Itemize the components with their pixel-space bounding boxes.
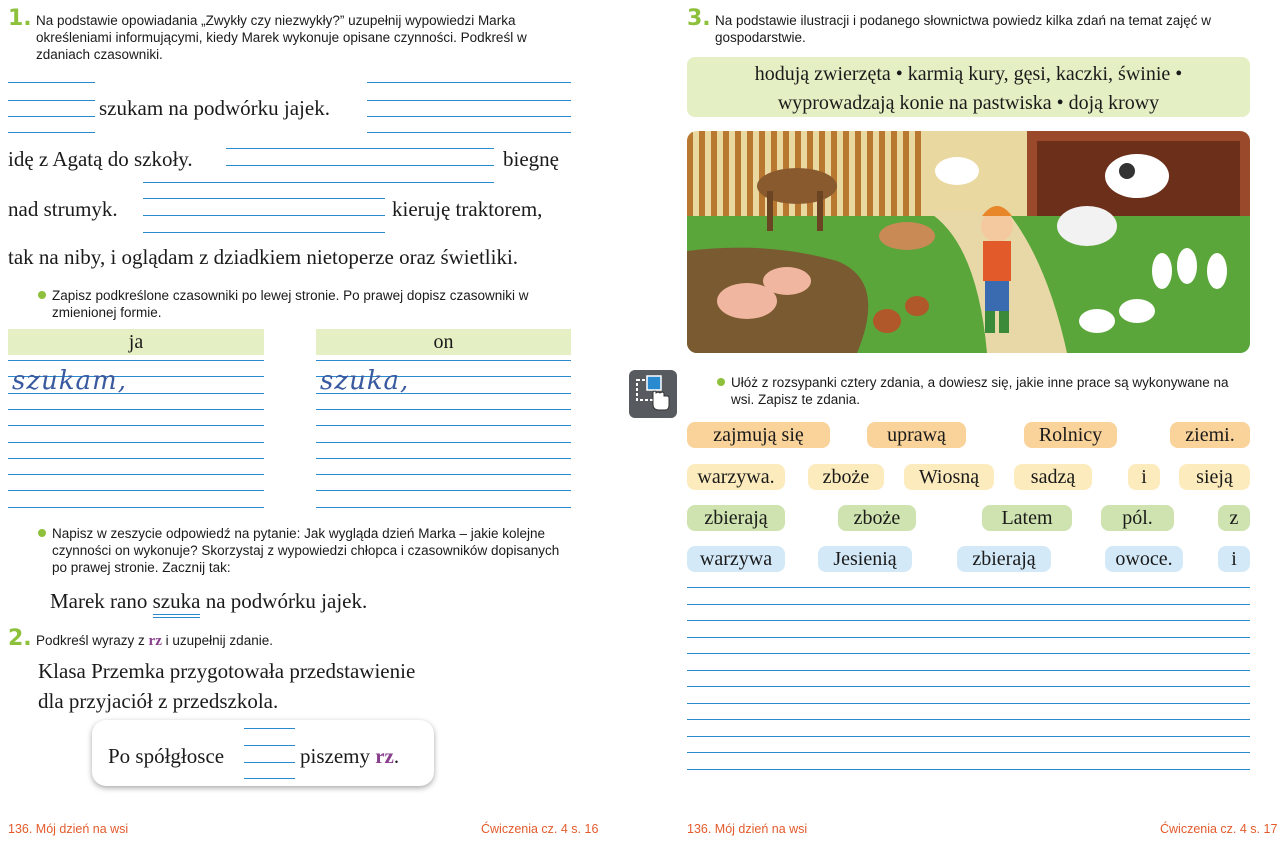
column-header-on: on — [316, 329, 571, 355]
example-start: Marek rano — [50, 589, 148, 613]
exercise-2-number: 2. — [8, 626, 32, 651]
word-chip[interactable]: warzywa. — [687, 464, 785, 490]
rule-text-a: Po spółgłosce — [108, 744, 225, 768]
bullet-dot — [38, 291, 46, 299]
writing-line[interactable] — [8, 490, 264, 491]
writing-line[interactable] — [687, 637, 1250, 638]
word-chip[interactable]: Jesienią — [818, 546, 912, 572]
exercise-3-number: 3. — [687, 6, 711, 31]
footer-left-title: 136. Mój dzień na wsi — [8, 822, 129, 836]
footer-left-page-ref: Ćwiczenia cz. 4 s. 16 — [481, 822, 599, 836]
ex1-sentence-2-end: biegnę — [503, 147, 559, 171]
footer-right-title: 136. Mój dzień na wsi — [687, 822, 808, 836]
writing-line[interactable] — [8, 442, 264, 443]
writing-line[interactable] — [687, 620, 1250, 621]
writing-line[interactable] — [687, 653, 1250, 654]
writing-line[interactable] — [8, 360, 264, 361]
writing-line[interactable] — [8, 507, 264, 508]
blank-line[interactable] — [143, 182, 494, 183]
word-chip[interactable]: sieją — [1179, 464, 1250, 490]
writing-line[interactable] — [8, 425, 264, 426]
blank-line[interactable] — [143, 232, 385, 233]
blank-line[interactable] — [244, 728, 295, 729]
exercise-1-instruction: Na podstawie opowiadania „Zwykły czy niezwykły?” uzupełnij wypowiedzi Marka określeniami informującymi, kiedy Marek wykonuje opisane czynności. Podkreśl w zdaniach czasowniki. — [36, 13, 527, 62]
writing-line[interactable] — [316, 458, 571, 459]
ex2-sentence-line-1: Klasa Przemka przygotowała przedstawienie — [38, 659, 416, 683]
blank-line[interactable] — [8, 82, 95, 83]
farm-illustration — [687, 131, 1250, 353]
cursive-example-szukam: szukam, — [12, 366, 127, 396]
ex1-sentence-4: tak na niby, i oglądam z dziadkiem nietoperze oraz świetliki. — [8, 245, 519, 269]
word-chip[interactable]: Latem — [982, 505, 1072, 531]
exercise-1-number: 1. — [8, 6, 32, 31]
word-chip[interactable]: warzywa — [687, 546, 785, 572]
blank-line[interactable] — [367, 132, 571, 133]
word-chip[interactable]: zboże — [838, 505, 916, 531]
interactive-exercise-button[interactable] — [629, 370, 677, 418]
exercise-3-instruction: Na podstawie ilustracji i podanego słownictwa powiedz kilka zdań na temat zajęć w gospodarstwie. — [715, 13, 1212, 45]
rule-text-b: piszemy rz. — [300, 744, 400, 768]
writing-line[interactable] — [316, 507, 571, 508]
hand-touch-icon — [629, 370, 677, 418]
word-chip[interactable]: z — [1218, 505, 1250, 531]
blank-line[interactable] — [8, 116, 95, 117]
writing-line[interactable] — [687, 752, 1250, 753]
vocabulary-line-1: hodują zwierzęta • karmią kury, gęsi, kaczki, świnie • — [754, 63, 1183, 85]
word-chip[interactable]: i — [1128, 464, 1160, 490]
blank-line[interactable] — [367, 82, 571, 83]
ex1-sentence-3-end: kieruję traktorem, — [392, 197, 543, 221]
vocabulary-line-2: wyprowadzają konie na pastwiska • doją krowy — [777, 92, 1160, 114]
writing-line[interactable] — [316, 360, 571, 361]
writing-line[interactable] — [687, 736, 1250, 737]
word-chip[interactable]: zboże — [808, 464, 884, 490]
blank-line[interactable] — [244, 762, 295, 763]
writing-line[interactable] — [8, 474, 264, 475]
writing-line[interactable] — [687, 604, 1250, 605]
rz-highlight: rz — [148, 633, 162, 649]
word-chip[interactable]: uprawą — [867, 422, 966, 448]
writing-line[interactable] — [8, 458, 264, 459]
writing-line[interactable] — [687, 703, 1250, 704]
blank-line[interactable] — [367, 100, 571, 101]
farm-scene-image — [687, 131, 1250, 353]
blank-line[interactable] — [8, 132, 95, 133]
blank-line[interactable] — [8, 100, 95, 101]
exercise-3-bullet: Ułóż z rozsypanki cztery zdania, a dowiesz się, jakie inne prace są wykonywane na wsi. Zapisz te zdania. — [731, 375, 1229, 407]
ex1-sentence-1: szukam na podwórku jajek. — [99, 96, 330, 120]
writing-line[interactable] — [687, 670, 1250, 671]
word-chip[interactable]: Rolnicy — [1024, 422, 1117, 448]
bullet-1-instruction: Zapisz podkreślone czasowniki po lewej stronie. Po prawej dopisz czasowniki w zmienionej formie. — [52, 288, 529, 320]
writing-line[interactable] — [316, 474, 571, 475]
bullet-2-instruction: Napisz w zeszycie odpowiedź na pytanie: Jak wygląda dzień Marka – jakie kolejne czynności on wykonuje? Skorzystaj z wypowiedzi chłopca i czasowników dopisanych po prawej stronie. Zacznij tak: — [52, 526, 560, 575]
writing-line[interactable] — [687, 686, 1250, 687]
bullet-dot — [38, 529, 46, 537]
word-chip[interactable]: pól. — [1101, 505, 1174, 531]
example-verb: szuka — [153, 589, 201, 613]
writing-line[interactable] — [316, 409, 571, 410]
blank-line[interactable] — [367, 116, 571, 117]
writing-line[interactable] — [687, 719, 1250, 720]
example-sentence — [50, 589, 367, 614]
cursive-example-szuka: szuka, — [320, 366, 410, 396]
writing-line[interactable] — [687, 587, 1250, 588]
example-end: na podwórku jajek. — [205, 589, 368, 613]
word-chip[interactable]: zajmują się — [687, 422, 830, 448]
ex1-sentence-2: idę z Agatą do szkoły. — [8, 147, 193, 171]
word-chip[interactable]: zbierają — [957, 546, 1051, 572]
writing-line[interactable] — [316, 442, 571, 443]
writing-line[interactable] — [316, 490, 571, 491]
bullet-dot — [717, 378, 725, 386]
blank-line[interactable] — [244, 745, 295, 746]
writing-line[interactable] — [316, 425, 571, 426]
word-chip[interactable]: zbierają — [687, 505, 785, 531]
writing-line[interactable] — [8, 409, 264, 410]
ex1-sentence-3: nad strumyk. — [8, 197, 118, 221]
blank-line[interactable] — [244, 778, 295, 779]
word-chip[interactable]: i — [1218, 546, 1250, 572]
blank-line[interactable] — [226, 165, 494, 166]
column-header-ja: ja — [8, 329, 264, 355]
writing-line[interactable] — [687, 769, 1250, 770]
exercise-2-instruction: Podkreśl wyrazy z rz i uzupełnij zdanie. — [36, 633, 273, 649]
word-chip[interactable]: sadzą — [1014, 464, 1092, 490]
ex2-sentence-line-2: dla przyjaciół z przedszkola. — [38, 689, 279, 713]
blank-line[interactable] — [143, 215, 385, 216]
word-chip[interactable]: ziemi. — [1170, 422, 1250, 448]
word-chip[interactable]: Wiosną — [904, 464, 994, 490]
blank-line[interactable] — [143, 198, 385, 199]
blank-line[interactable] — [226, 148, 494, 149]
footer-right-page-ref: Ćwiczenia cz. 4 s. 17 — [1160, 822, 1278, 836]
word-chip[interactable]: owoce. — [1105, 546, 1183, 572]
